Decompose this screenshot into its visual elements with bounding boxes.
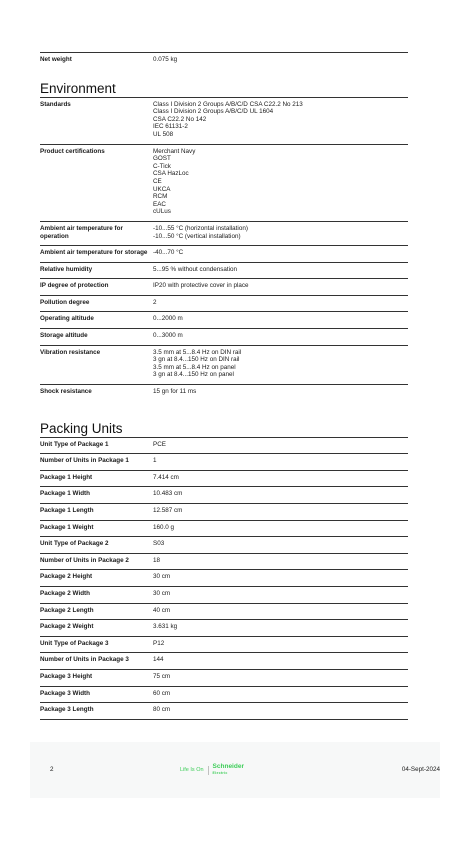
spec-value-line: UL 508 (153, 130, 174, 138)
spec-value-line: CE (153, 177, 162, 185)
spec-row (40, 703, 408, 720)
spec-row (40, 295, 408, 312)
spec-value-line: 7.414 cm (153, 473, 179, 481)
spec-value (153, 470, 408, 487)
spec-value-line: P12 (153, 639, 165, 647)
spec-value (153, 586, 408, 603)
spec-value-line: 0...3000 m (153, 332, 183, 340)
spec-value-line: IEC 61131-2 (153, 123, 188, 131)
spec-value-line: 3.5 mm at 5...8.4 Hz on DIN rail (153, 348, 242, 356)
spec-value (153, 454, 408, 471)
brand-sub: Electric (212, 771, 228, 775)
spec-value-line: UKCA (153, 185, 171, 193)
spec-label: IP degree of protection (40, 282, 109, 290)
spec-value-line: C-Tick (153, 162, 171, 170)
spec-value (153, 262, 408, 279)
spec-value-line: cULus (153, 208, 171, 216)
spec-label: Shock resistance (40, 388, 92, 396)
spec-value-line: 3 gn at 8.4...150 Hz on DIN rail (153, 356, 240, 364)
spec-value (153, 570, 408, 587)
spec-value-line: PCE (153, 440, 166, 448)
spec-row (40, 329, 408, 346)
spec-value (153, 603, 408, 620)
spec-value (153, 537, 408, 554)
spec-value-line: 3 gn at 8.4...150 Hz on panel (153, 371, 234, 379)
spec-label: Product certifications (40, 147, 105, 155)
spec-value-line: 30 cm (153, 573, 171, 581)
spec-value-line: -10...50 °C (vertical installation) (153, 232, 241, 240)
document-date: 04-Sept-2024 (401, 766, 440, 773)
spec-value-line: 15 gn for 11 ms (153, 388, 197, 396)
spec-row (40, 312, 408, 329)
spec-label: Ambient air temperature for operation (40, 224, 123, 240)
spec-value (153, 636, 408, 653)
spec-label: Ambient air temperature for storage (40, 249, 148, 257)
spec-value (153, 312, 408, 329)
spec-value (153, 437, 408, 454)
spec-value (153, 669, 408, 686)
spec-value (153, 329, 408, 346)
spec-label: Vibration resistance (40, 348, 101, 356)
spec-value-line: -40...70 °C (153, 249, 184, 257)
page-number: 2 (50, 766, 54, 773)
spec-row (40, 279, 408, 296)
spec-row (40, 570, 408, 587)
spec-row (40, 636, 408, 653)
spec-value (153, 520, 408, 537)
spec-row (40, 620, 408, 637)
spec-label: Storage altitude (40, 332, 88, 340)
brand-name: Schneider (212, 763, 244, 770)
spec-label: Relative humidity (40, 265, 93, 273)
spec-row (40, 454, 408, 471)
spec-value-line: -10...55 °C (horizontal installation) (153, 224, 248, 232)
logo-divider (208, 766, 209, 775)
spec-value (153, 246, 408, 263)
spec-value-line: 12.587 cm (153, 507, 183, 514)
environment-table (40, 97, 408, 401)
environment-heading: Environment (40, 80, 116, 96)
spec-label: Package 1 Width (40, 490, 90, 498)
spec-row (40, 504, 408, 521)
spec-value (153, 653, 408, 670)
spec-label: Net weight (40, 56, 72, 63)
spec-value-line: 160.0 g (153, 523, 175, 531)
spec-row (40, 603, 408, 620)
spec-value-line: RCM (153, 193, 168, 201)
spec-row (40, 470, 408, 487)
spec-value-line: 40 cm (153, 606, 171, 614)
schneider-logo (213, 764, 244, 776)
spec-label: Package 3 Length (40, 706, 94, 714)
spec-value-line: 0...2000 m (153, 315, 183, 323)
spec-value (153, 97, 408, 144)
spec-value (153, 504, 408, 521)
spec-label: Number of Units in Package 2 (40, 556, 129, 564)
spec-row (40, 553, 408, 570)
spec-value (153, 487, 408, 504)
spec-label: Unit Type of Package 2 (40, 540, 109, 548)
spec-value (153, 385, 408, 401)
spec-document (40, 52, 408, 720)
packing-units-table (40, 437, 408, 720)
spec-label: Package 3 Height (40, 672, 93, 680)
spec-value-line: 30 cm (153, 589, 171, 597)
spec-value-line: S03 (153, 540, 165, 548)
spec-row (40, 686, 408, 703)
spec-value-line: 3.631 kg (153, 623, 178, 631)
tagline: Life Is On (180, 767, 204, 773)
spec-row (40, 345, 408, 384)
spec-row (40, 537, 408, 554)
spec-row (40, 437, 408, 454)
spec-value-line: CSA C22.2 No 142 (153, 115, 207, 123)
spec-value-line: 75 cm (153, 672, 171, 680)
spec-value-line: EAC (153, 200, 166, 208)
spec-row (40, 53, 408, 69)
spec-value-line: 2 (153, 298, 157, 306)
spec-value-line: 3.5 mm at 5...8.4 Hz on panel (153, 363, 236, 371)
spec-label: Unit Type of Package 1 (40, 440, 109, 448)
top-spec-table (40, 52, 408, 69)
spec-label: Package 1 Height (40, 473, 93, 481)
spec-value-line: Class I Division 2 Groups A/B/C/D UL 1604 (153, 108, 274, 116)
spec-value (153, 686, 408, 703)
spec-label: Package 2 Width (40, 589, 90, 597)
spec-value-line: 144 (153, 656, 164, 664)
spec-label: Package 1 Length (40, 507, 94, 514)
spec-value-line: 0.075 kg (153, 56, 178, 63)
spec-label: Package 3 Width (40, 689, 90, 697)
spec-value-line: 10.483 cm (153, 490, 183, 498)
spec-label: Unit Type of Package 3 (40, 639, 109, 647)
spec-label: Operating altitude (40, 315, 94, 323)
spec-row (40, 653, 408, 670)
spec-value (153, 279, 408, 296)
packing-units-heading: Packing Units (40, 420, 123, 436)
spec-row (40, 669, 408, 686)
spec-value-line: Class I Division 2 Groups A/B/C/D CSA C22.2 No 213 (153, 100, 303, 108)
spec-row (40, 385, 408, 401)
spec-value (153, 53, 408, 69)
spec-row (40, 487, 408, 504)
page-footer (30, 742, 440, 798)
spec-label: Package 2 Weight (40, 623, 94, 631)
spec-row (40, 586, 408, 603)
spec-row (40, 246, 408, 263)
spec-value-line: CSA HazLoc (153, 170, 189, 178)
spec-row (40, 221, 408, 245)
spec-label: Package 1 Weight (40, 523, 94, 531)
spec-value (153, 553, 408, 570)
spec-value (153, 295, 408, 312)
spec-value-line: Merchant Navy (153, 147, 196, 155)
spec-row (40, 144, 408, 221)
spec-row (40, 262, 408, 279)
spec-value-line: 5...95 % without condensation (153, 265, 238, 273)
spec-value-line: IP20 with protective cover in place (153, 282, 249, 290)
spec-row (40, 97, 408, 144)
spec-row (40, 520, 408, 537)
spec-value-line: 18 (153, 556, 161, 564)
spec-label: Package 2 Length (40, 606, 94, 614)
spec-value (153, 144, 408, 221)
spec-value-line: 60 cm (153, 689, 171, 697)
spec-value (153, 703, 408, 720)
spec-value (153, 221, 408, 245)
spec-label: Package 2 Height (40, 573, 93, 581)
spec-value-line: GOST (153, 155, 171, 163)
spec-value (153, 620, 408, 637)
spec-value-line: 1 (153, 457, 157, 465)
spec-value-line: 80 cm (153, 706, 171, 714)
brand-logo (180, 764, 244, 776)
spec-value (153, 345, 408, 384)
spec-label: Number of Units in Package 1 (40, 457, 129, 465)
spec-label: Standards (40, 100, 71, 108)
spec-label: Pollution degree (40, 298, 90, 306)
spec-label: Number of Units in Package 3 (40, 656, 129, 664)
